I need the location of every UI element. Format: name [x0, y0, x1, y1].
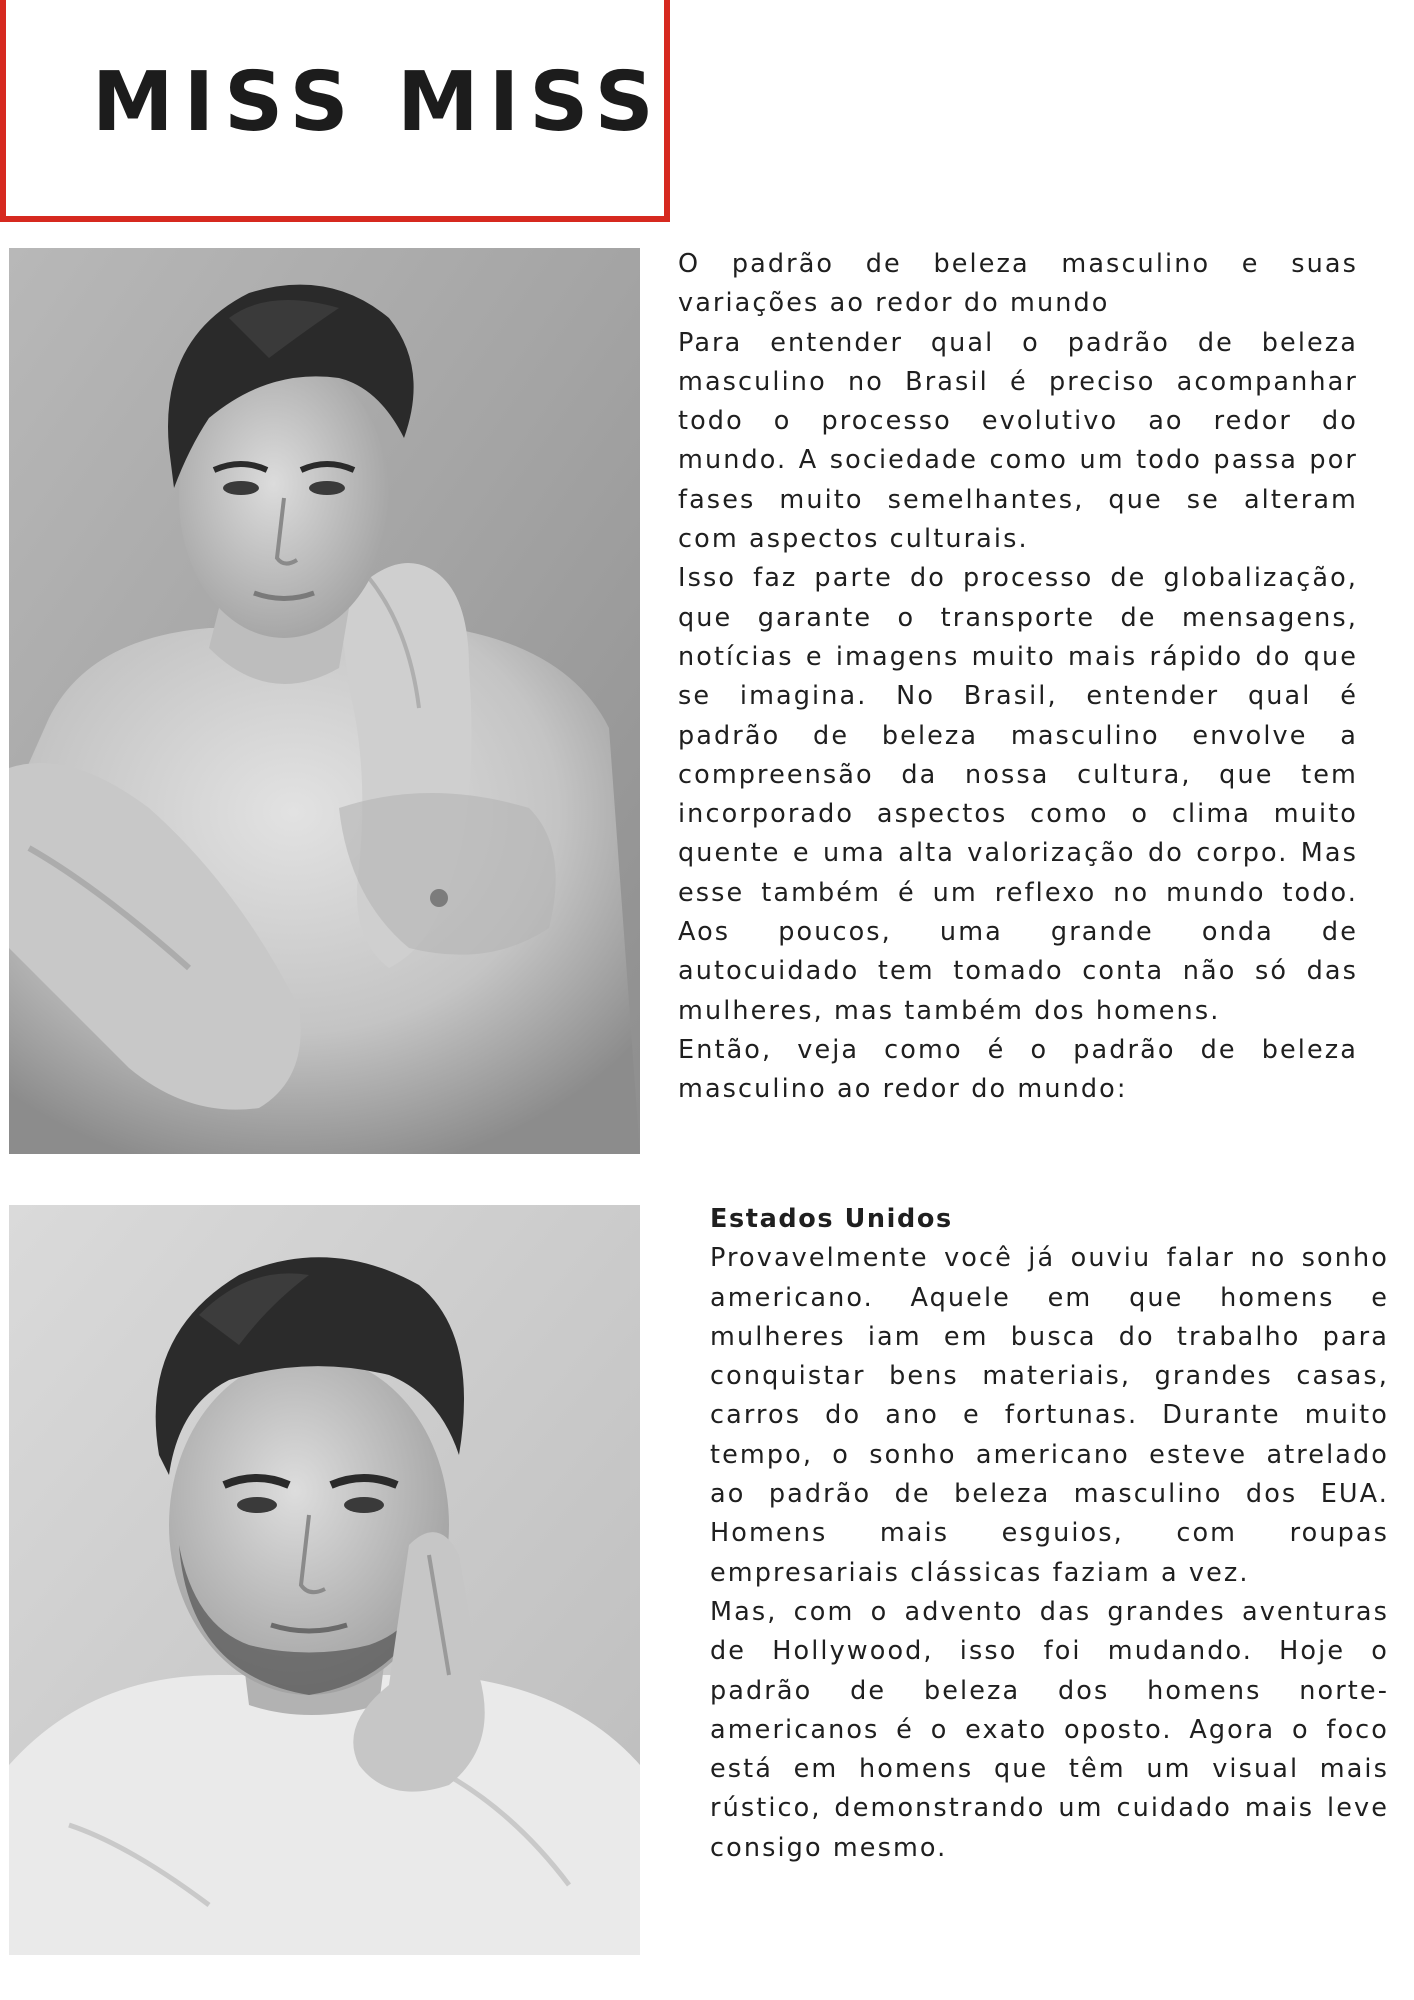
section-paragraph: Provavelmente você já ouviu falar no sonho americano. Aquele em que homens e mulheres iam em busca do trabalho para conquistar bens materiais, grandes casas, carros do ano e fortunas. Durante muito tempo, o sonho americano esteve atrelado ao padrão de beleza masculino dos EUA. Homens mais esguios, com roupas empresariais clássicas faziam a vez.: [710, 1243, 1389, 1588]
intro-paragraph: Então, veja como é o padrão de beleza masculino ao redor do mundo:: [678, 1034, 1358, 1105]
bearded-male-model-photo: [9, 1205, 640, 1955]
section-paragraph: Mas, com o advento das grandes aventuras de Hollywood, isso foi mudando. Hoje o padrão de beleza dos homens norte-americanos é o exato oposto. Agora o foco está em homens que têm um visual mais rústico, demonstrando um cuidado mais leve consigo mesmo.: [710, 1596, 1389, 1863]
intro-paragraph: O padrão de beleza masculino e suas variações ao redor do mundo: [678, 249, 1358, 319]
title-box: [0, 0, 670, 222]
shirtless-male-model-photo: [9, 248, 640, 1154]
page-title: MISS MISS: [92, 55, 664, 150]
intro-paragraph: Isso faz parte do processo de globalização, que garante o transporte de mensagens, notícias e imagens muito mais rápido do que se imagina. No Brasil, entender qual é padrão de beleza masculino envolve a compreensão da nossa cultura, que tem incorporado aspectos como o clima muito quente e uma alta valorização do corpo. Mas esse também é um reflexo no mundo todo. Aos poucos, uma grande onda de autocuidado tem tomado conta não só das mulheres, mas também dos homens.: [678, 563, 1358, 1026]
usa-section: [710, 1200, 1389, 1868]
section-heading: Estados Unidos: [710, 1204, 953, 1234]
intro-paragraph: Para entender qual o padrão de beleza masculino no Brasil é preciso acompanhar todo o processo evolutivo ao redor do mundo. A sociedade como um todo passa por fases muito semelhantes, que se alteram com aspectos culturais.: [678, 327, 1358, 555]
intro-article: [678, 245, 1358, 1110]
